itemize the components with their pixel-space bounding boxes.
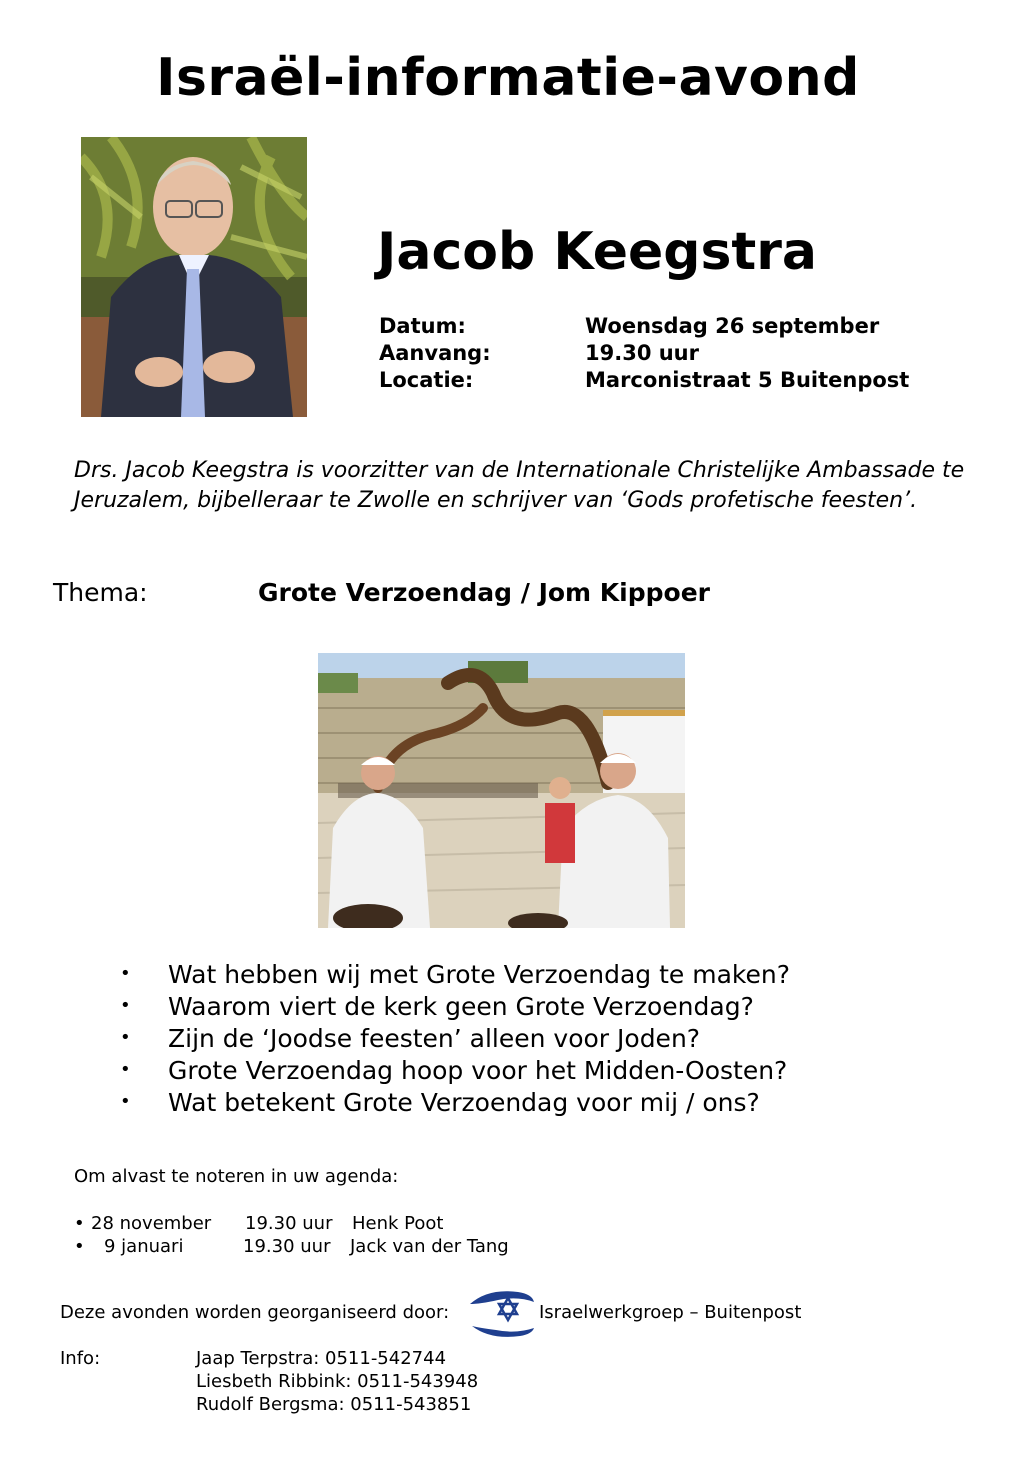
agenda-speaker: Henk Poot [352, 1213, 444, 1234]
organizer-text: Deze avonden worden georganiseerd door: [60, 1302, 450, 1323]
bullet-icon: • [120, 1059, 131, 1080]
contact-line: Liesbeth Ribbink: 0511-543948 [196, 1371, 479, 1392]
agenda-date: 9 januari [104, 1236, 184, 1257]
theme-label: Thema: [53, 578, 148, 607]
location-value: Marconistraat 5 Buitenpost [585, 368, 910, 392]
star-of-david-icon [468, 1284, 536, 1342]
start-value: 19.30 uur [585, 341, 699, 365]
bullet-icon: • [120, 995, 131, 1016]
location-label: Locatie: [379, 368, 474, 392]
date-value: Woensdag 26 september [585, 314, 880, 338]
agenda-time: 19.30 uur [245, 1213, 333, 1234]
theme-value: Grote Verzoendag / Jom Kippoer [258, 578, 711, 607]
speaker-name: Jacob Keegstra [377, 222, 817, 282]
agenda-speaker: Jack van der Tang [350, 1236, 509, 1257]
speaker-bio: Drs. Jacob Keegstra is voorzitter van de Internationale Christelijke Ambassade te Jeruzalem, bijbelleraar te Zwolle en schrijver van ‘Gods profetische feesten’. [74, 458, 965, 513]
contact-line: Jaap Terpstra: 0511-542744 [196, 1348, 447, 1369]
event-photo [318, 653, 685, 928]
bullet-icon: • [120, 1091, 131, 1112]
date-label: Datum: [379, 314, 466, 338]
bullet-icon: • [74, 1236, 85, 1257]
start-label: Aanvang: [379, 341, 491, 365]
bullet-icon: • [74, 1213, 85, 1234]
speaker-photo [81, 137, 307, 417]
organizer-name: Israelwerkgroep – Buitenpost [539, 1302, 802, 1323]
bullet-icon: • [120, 963, 131, 984]
agenda-date: 28 november [91, 1213, 212, 1234]
bullet-icon: • [120, 1027, 131, 1048]
info-label: Info: [60, 1348, 101, 1369]
contact-line: Rudolf Bergsma: 0511-543851 [196, 1394, 472, 1415]
page-title: Israël-informatie-avond [156, 48, 860, 108]
agenda-intro: Om alvast te noteren in uw agenda: [74, 1166, 399, 1187]
agenda-time: 19.30 uur [243, 1236, 331, 1257]
